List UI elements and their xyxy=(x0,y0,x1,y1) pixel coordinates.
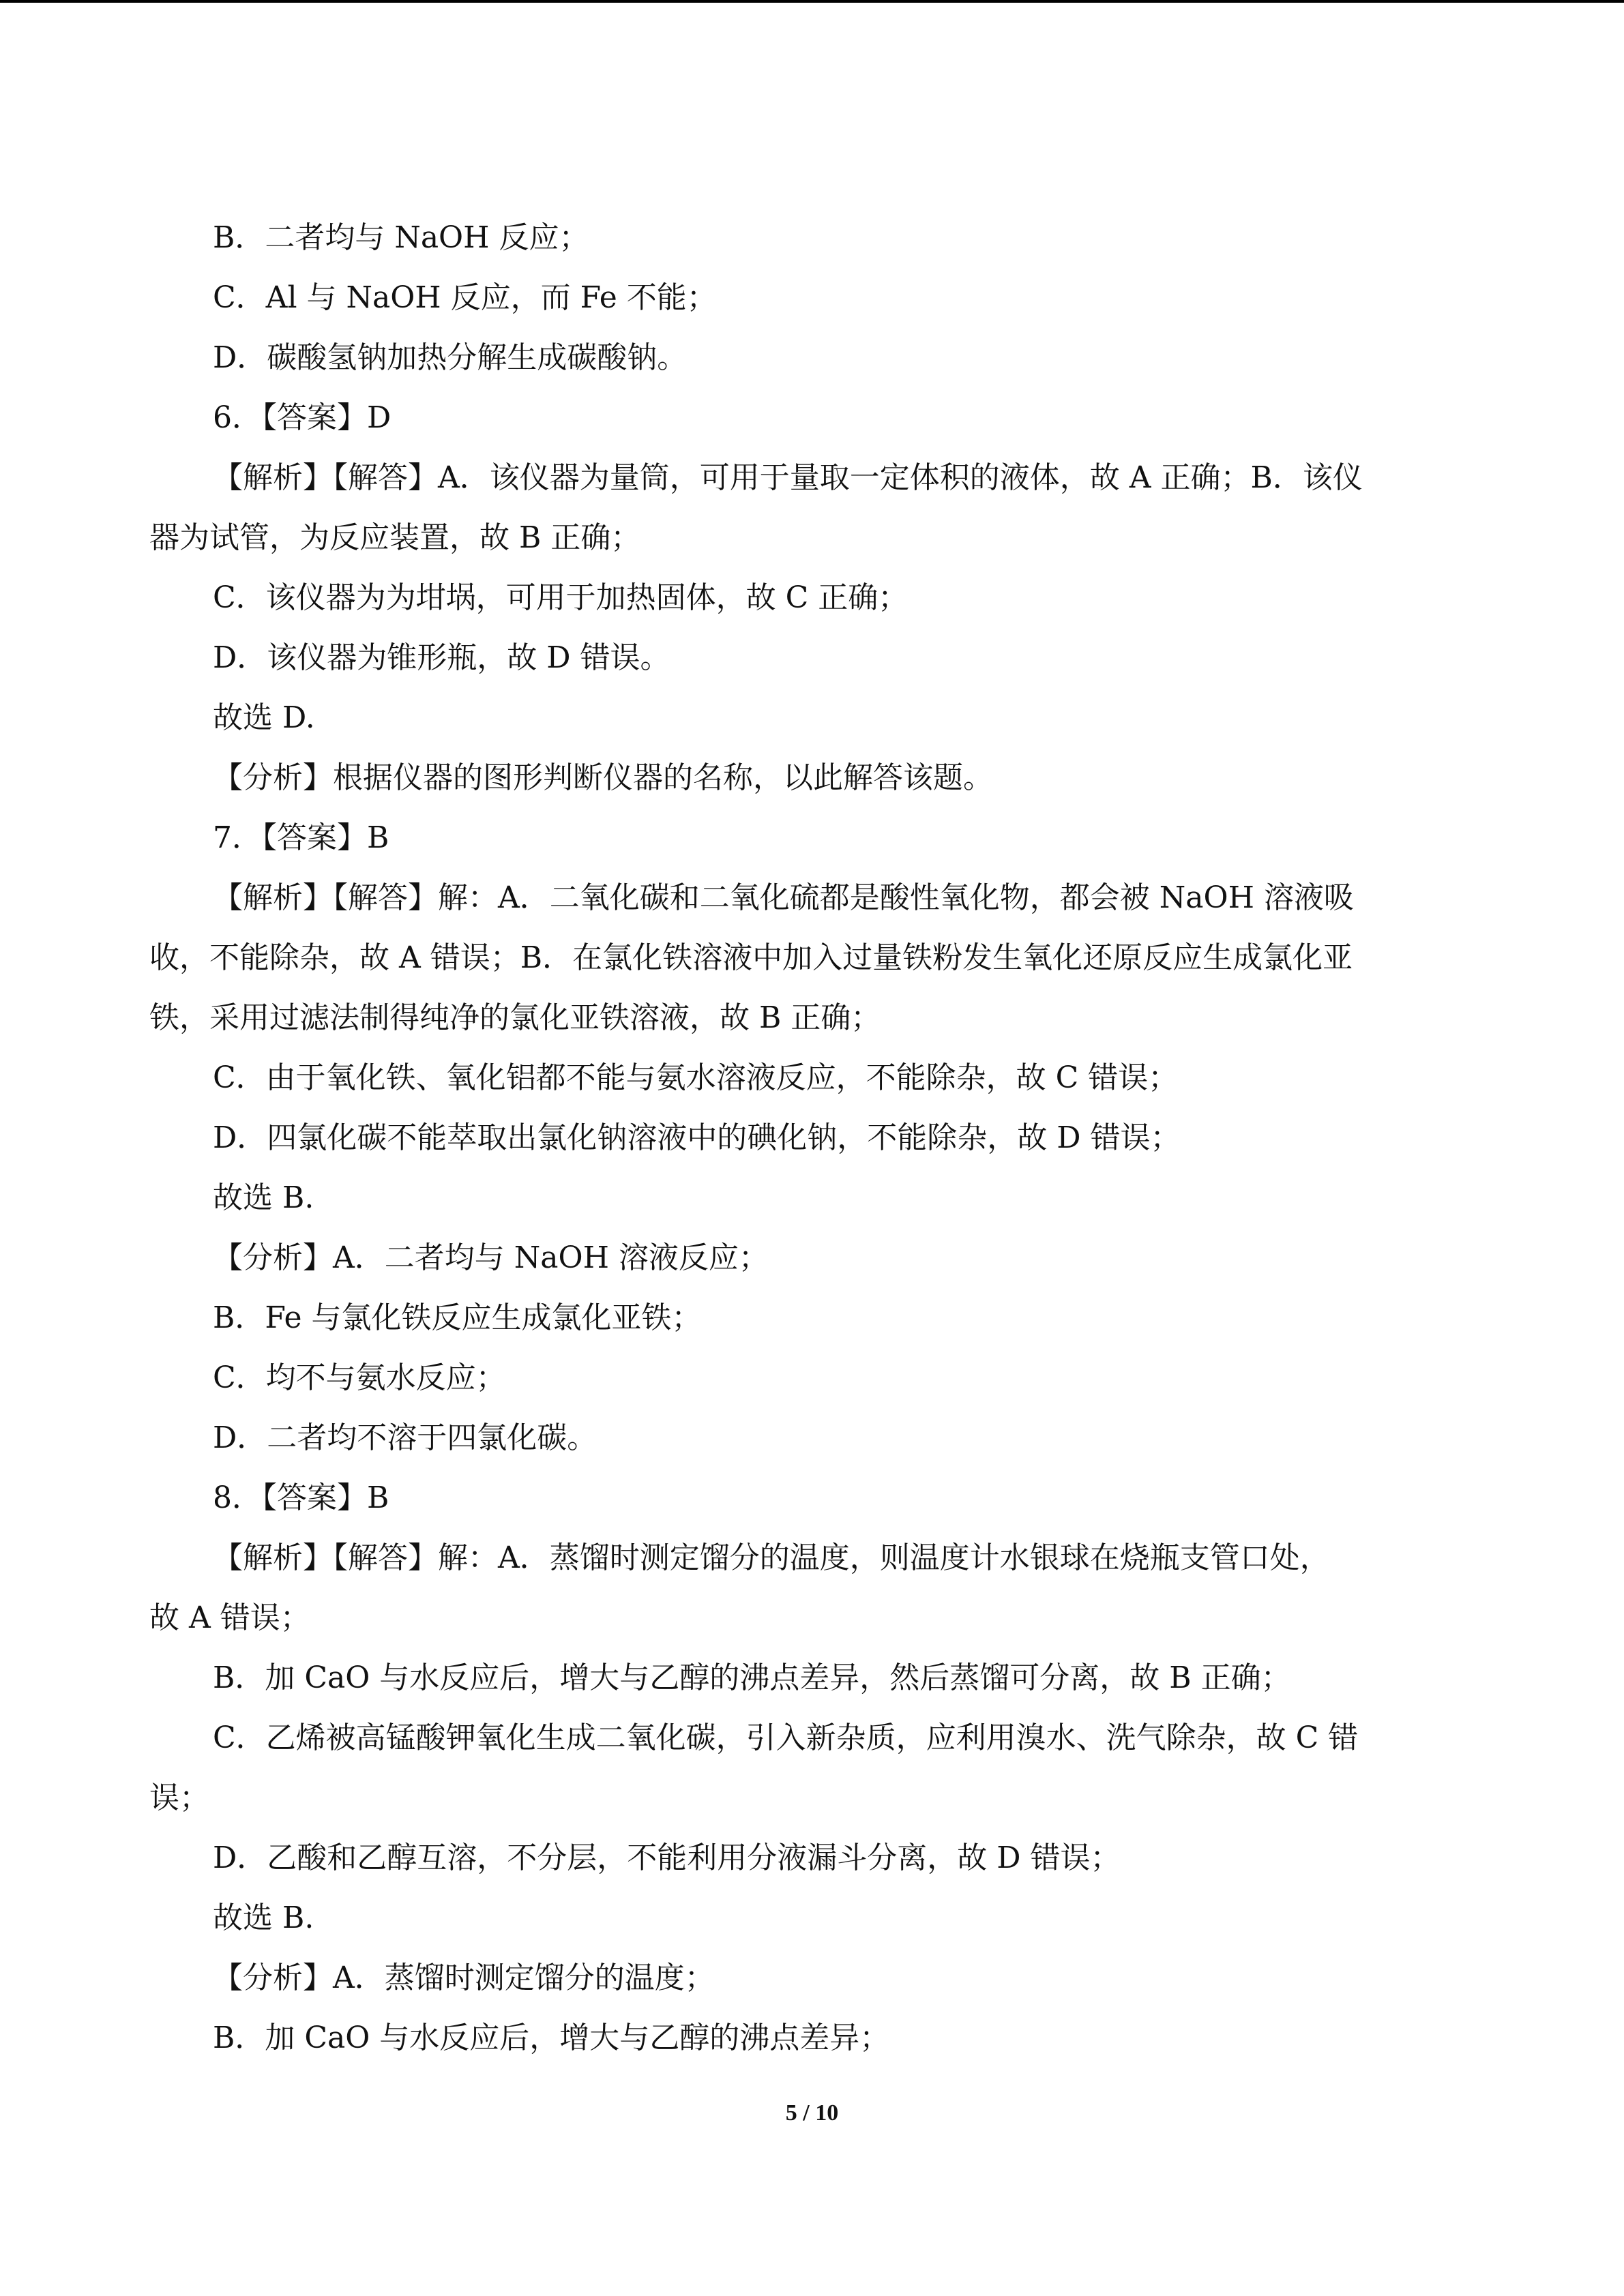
text-line-9: 故选 D. xyxy=(213,700,315,735)
text-line-5: 【解析】【解答】A．该仪器为量筒，可用于量取一定体积的液体，故 A 正确；B．该仪 xyxy=(213,460,1363,495)
text-line-8: D．该仪器为锥形瓶，故 D 错误。 xyxy=(213,640,670,675)
text-line-27: 误； xyxy=(149,1780,209,1815)
text-line-15: C．由于氧化铁、氧化铝都不能与氨水溶液反应，不能除杂，故 C 错误； xyxy=(213,1060,1179,1095)
text-line-12: 【解析】【解答】解：A．二氧化碳和二氧化硫都是酸性氧化物，都会被 NaOH 溶液吸 xyxy=(213,880,1354,915)
page-number: 5 / 10 xyxy=(785,2100,839,2126)
text-line-30: 【分析】A．蒸馏时测定馏分的温度； xyxy=(213,1960,715,1995)
text-line-29: 故选 B. xyxy=(213,1900,314,1935)
text-line-21: D．二者均不溶于四氯化碳。 xyxy=(213,1420,597,1455)
text-line-19: B．Fe 与氯化铁反应生成氯化亚铁； xyxy=(213,1300,702,1335)
text-line-26: C．乙烯被高锰酸钾氧化生成二氧化碳，引入新杂质，应利用溴水、洗气除杂，故 C 错 xyxy=(213,1720,1359,1755)
text-line-16: D．四氯化碳不能萃取出氯化钠溶液中的碘化钠，不能除杂，故 D 错误； xyxy=(213,1120,1181,1155)
text-line-28: D．乙酸和乙醇互溶，不分层，不能利用分液漏斗分离，故 D 错误； xyxy=(213,1840,1121,1875)
answer-heading-7: 7．【答案】B xyxy=(213,820,389,855)
answer-heading-8: 8．【答案】B xyxy=(213,1480,389,1515)
text-line-13: 收，不能除杂，故 A 错误；B．在氯化铁溶液中加入过量铁粉发生氧化还原反应生成氯化亚 xyxy=(149,940,1353,975)
text-line-31: B．加 CaO 与水反应后，增大与乙醇的沸点差异； xyxy=(213,2021,890,2055)
text-line-6: 器为试管，为反应装置，故 B 正确； xyxy=(149,520,641,555)
text-line-24: 故 A 错误； xyxy=(149,1600,310,1635)
text-line-7: C．该仪器为为坩埚，可用于加热固体，故 C 正确； xyxy=(213,580,909,615)
text-line-23: 【解析】【解答】解：A．蒸馏时测定馏分的温度，则温度计水银球在烧瓶支管口处， xyxy=(213,1540,1330,1575)
answer-heading-6: 6．【答案】D xyxy=(213,400,392,435)
top-border-rule xyxy=(0,0,1624,3)
document-body xyxy=(149,208,1476,2068)
text-line-10: 【分析】根据仪器的图形判断仪器的名称，以此解答该题。 xyxy=(213,760,993,795)
text-line-25: B．加 CaO 与水反应后，增大与乙醇的沸点差异，然后蒸馏可分离，故 B 正确； xyxy=(213,1660,1291,1695)
text-line-17: 故选 B. xyxy=(213,1180,314,1215)
text-line-18: 【分析】A．二者均与 NaOH 溶液反应； xyxy=(213,1240,769,1275)
text-line-14: 铁，采用过滤法制得纯净的氯化亚铁溶液，故 B 正确； xyxy=(149,1000,881,1035)
text-line-20: C．均不与氨水反应； xyxy=(213,1360,506,1395)
text-line-3: D．碳酸氢钠加热分解生成碳酸钠。 xyxy=(213,340,688,375)
text-line-1: B．二者均与 NaOH 反应； xyxy=(213,220,589,255)
text-line-2: C．Al 与 NaOH 反应，而 Fe 不能； xyxy=(213,280,717,315)
